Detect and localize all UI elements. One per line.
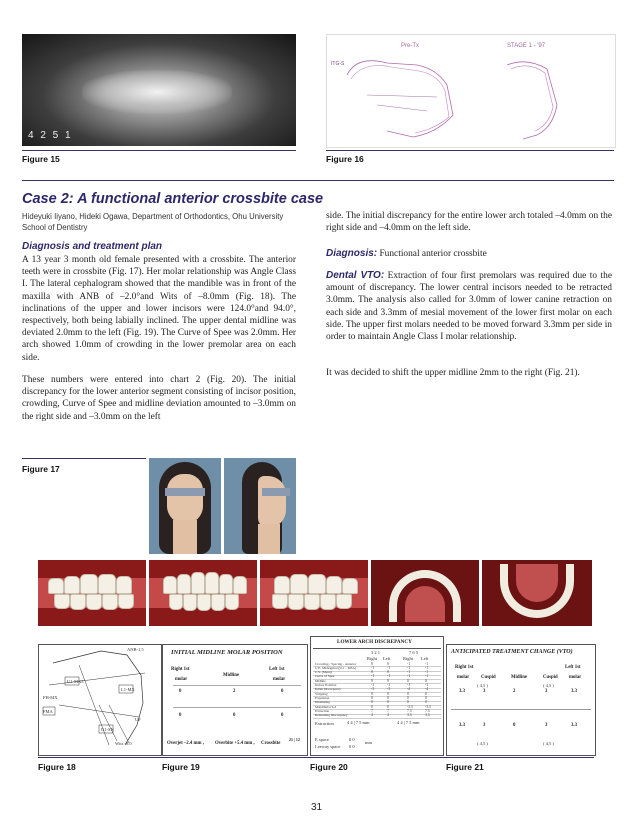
fig20-cell: 7 xyxy=(387,708,389,713)
fig20-cell: -1 xyxy=(387,665,390,670)
fig19-r1-left: 0 xyxy=(281,689,284,694)
fig20-row-label: Midline xyxy=(315,678,326,683)
fig19-title: INITIAL MIDLINE MOLAR POSITION xyxy=(171,649,283,656)
diagnosis-label: Diagnosis: xyxy=(326,248,378,259)
title-rule xyxy=(22,180,614,181)
fig21-upper-val: 3 xyxy=(545,689,548,694)
fig20-cell: -1 xyxy=(425,670,428,675)
fig20-cell: -3.3 xyxy=(407,704,413,709)
fig20-cell: 0 xyxy=(387,670,389,675)
fig20-head-1: Right xyxy=(367,656,378,661)
fig20-ext-left: 4 4 | 7 5 mm xyxy=(397,720,420,725)
diagnosis-line xyxy=(326,248,612,259)
fig18-ceph-analysis xyxy=(38,644,162,756)
fig20-cell: 0 xyxy=(387,661,389,666)
fig20-leeway-val: 0 0 xyxy=(349,744,355,749)
fig21-lower-val: 0 xyxy=(513,723,516,728)
figure-17-caption: Figure 17 xyxy=(22,464,60,474)
fig20-space-val: 0 0 xyxy=(349,737,355,742)
fig20-cell: -1 xyxy=(407,670,410,675)
fig19-r2-right: 0 xyxy=(179,713,182,718)
face-photo-profile xyxy=(224,458,296,554)
fig20-cell: 0 xyxy=(425,700,427,705)
fig21-col-head: molar xyxy=(569,675,582,680)
fig20-extraction-label: Extraction xyxy=(315,721,334,726)
fig20-cell: -1 xyxy=(425,674,428,679)
occlusal-photo-upper xyxy=(371,560,479,626)
fig20-head-4: Left xyxy=(421,656,429,661)
fig20-cell: -1 xyxy=(425,665,428,670)
fig20-cell: 0 xyxy=(371,700,373,705)
fig19-midline-molar xyxy=(162,644,308,756)
fig21-lower-val: 3 xyxy=(545,723,548,728)
fig17-rule xyxy=(22,458,146,459)
fig20-row-label: Expansion xyxy=(315,695,330,700)
fig21-lower-val: 3 xyxy=(483,723,486,728)
vto-paragraph xyxy=(326,270,612,343)
fig20-row-label: Distalizing xyxy=(315,700,330,705)
paragraph-2: These numbers were entered into chart 2 (Fig. 20). The initial discrepancy for the lower anterior segment consisting of incisor position, crowding, Curve of Spee and midline deviation amounted to –3.0mm on the right side and –3.0mm on the left xyxy=(22,375,296,422)
occlusal-photo-lower xyxy=(482,560,592,626)
tracing-small-label: ITG-S xyxy=(331,61,345,67)
fig20-cell: 0 xyxy=(387,691,389,696)
figure-21-caption: Figure 21 xyxy=(446,762,484,772)
fig20-row-label: Initial Discrepancy xyxy=(315,687,341,692)
fig20-cell: 4 xyxy=(387,713,389,718)
fig20-cell: 0 xyxy=(371,678,373,683)
fig20-cell: -1 xyxy=(371,674,374,679)
fig19-r2-mid: 0 xyxy=(233,713,236,718)
fig20-cell: 0 xyxy=(387,695,389,700)
fig21-vto xyxy=(446,644,596,756)
fig20-cell: -1 xyxy=(407,665,410,670)
bottom-rule xyxy=(38,757,594,758)
heading-diagnosis-plan: Diagnosis and treatment plan xyxy=(22,241,163,252)
fig20-cell: -1 xyxy=(387,674,390,679)
fig20-cell: -1 xyxy=(407,683,410,687)
fig20-title: LOWER ARCH DISCREPANCY xyxy=(337,639,412,645)
figure-15-caption: Figure 15 xyxy=(22,154,60,164)
fig20-cell: 0 xyxy=(371,661,373,666)
paragraph-4: It was decided to shift the upper midline 2mm to the right (Fig. 21). xyxy=(326,368,580,378)
fig20-leeway-label: Leeway space xyxy=(315,744,341,749)
xray-number: 4 2 5 1 xyxy=(28,130,73,141)
fig21-columns xyxy=(451,675,591,735)
paragraph-1: A 13 year 3 month old female presented with a crossbite. The anterior teeth were in crossbite (Fig. 17). Her molar relationship was Angle Class I. The lateral cephalogram showed that the mandible was in front of the maxilla with ANB of –2.0°and Wits of –8.0mm (Fig. 18). The inclinations of the upper and lower incisors were 124.0°and 94.0°, respectively, both being labially inclined. The upper dental midline was deviated 2.0mm to the left (Fig. 19). The Curve of Spee was 2.0mm. Her arch showed 1.0mm of crowding in the lower premolar area on each side. xyxy=(22,255,296,363)
fig19-molar-left: molar xyxy=(273,677,286,682)
figure-18-caption: Figure 18 xyxy=(38,762,76,772)
fig20-cell: -1 xyxy=(425,683,428,687)
fig20-group-2: 7 6 5 xyxy=(409,650,418,655)
ceph-label-l1mx: L1-MX xyxy=(121,687,135,692)
fig21-tag-top-left: ( 4,5 ) xyxy=(477,683,488,688)
fig20-cell: 7.3 xyxy=(425,708,430,713)
fig21-upper-val: 3 xyxy=(483,689,486,694)
intraoral-photo-left xyxy=(260,560,368,626)
panoramic-xray xyxy=(22,34,296,146)
fig20-cell: -1 xyxy=(371,683,374,687)
page-number: 31 xyxy=(311,802,323,813)
diagnosis-text: Functional anterior crossbite xyxy=(377,249,487,259)
fig20-cell: 0 xyxy=(407,695,409,700)
fig20-ext-right: 4 4 | 7 5 mm xyxy=(347,720,370,725)
fig20-cell: 0 xyxy=(387,704,389,709)
ceph-tracing xyxy=(326,34,616,148)
fig20-cell: 0 xyxy=(371,670,373,675)
fig20-cell: 0 xyxy=(387,700,389,705)
xray-teeth xyxy=(82,70,232,114)
tracing-label-right: STAGE 1 - '97 xyxy=(507,43,546,49)
article-school: School of Dentistry xyxy=(22,223,88,232)
ceph-label-u1mx3: U1-MX3 xyxy=(67,679,84,684)
fig20-mm: mm xyxy=(365,740,373,745)
fig20-lower-arch xyxy=(310,636,444,756)
fig19-r2-left: 0 xyxy=(281,713,284,718)
fig21-lower-val: 3.3 xyxy=(571,723,577,728)
fig20-row-label: Stripping xyxy=(315,691,328,696)
fig19-overjet: Overjet –2.4 mm , xyxy=(167,741,204,746)
vto-text: Extraction of four first premolars was required due to the amount of discrepancy. The lower central incisors needed to be retracted 3.0mm. The analysis also called for 3.0mm of lower canine retraction on each side and 3.3mm of mesial movement of the lower first molar on each side. The upper first molars needed to be moved forward 3.3mm per side in order to maintain Angle Class I molar relationship. xyxy=(326,271,612,343)
fig20-row-label: Crowding / Spacing - Anterior xyxy=(315,661,357,666)
paragraph-3: side. The initial discrepancy for the entire lower arch totaled –4.0mm on the right side and –4.0mm on the left side. xyxy=(326,211,612,234)
fig21-col-head: molar xyxy=(457,675,470,680)
fig21-divider xyxy=(451,709,591,710)
vto-label: Dental VTO: xyxy=(326,270,385,281)
tracing-label-left: Pre-Tx xyxy=(401,43,419,49)
fig20-cell: 0 xyxy=(407,678,409,683)
ceph-label-fma: FMA xyxy=(43,709,53,714)
intraoral-photo-right xyxy=(38,560,146,626)
fig21-tag-bottom-right: ( 4,5 ) xyxy=(543,741,554,746)
fig20-row-label: Extraction xyxy=(315,708,330,713)
fig20-cell: 0 xyxy=(371,704,373,709)
fig20-cell: -1 xyxy=(387,683,390,687)
fig21-left: Left 1st xyxy=(565,665,581,670)
fig19-r1-right: 0 xyxy=(179,689,182,694)
fig21-upper-val: 3.3 xyxy=(459,689,465,694)
fig20-row-label: Remaining Discrepancy xyxy=(315,713,348,718)
fig19-midline: Midline xyxy=(223,673,239,678)
fig20-row-label: Curve of Spee xyxy=(315,674,335,679)
article-title: Case 2: A functional anterior crossbite case xyxy=(22,191,324,207)
fig19-left: Left 1st xyxy=(269,667,285,672)
fig19-right: Right 1st xyxy=(171,667,190,672)
fig20-cell: 7.3 xyxy=(407,708,412,713)
ceph-label-wits: Wits -8.0 xyxy=(115,741,132,746)
fig19-crossbite: Crossbite xyxy=(261,741,281,746)
ceph-label-anb: ANB-1.5 xyxy=(127,647,144,652)
fig21-title: ANTICIPATED TREATMENT CHANGE (VTO) xyxy=(451,649,573,655)
fig16-rule xyxy=(326,150,614,151)
fig20-cell: 0 xyxy=(407,700,409,705)
fig21-col-head: Cuspid xyxy=(481,675,496,680)
fig20-cell: 0 xyxy=(425,695,427,700)
figure-16-caption: Figure 16 xyxy=(326,154,364,164)
fig20-cell: 0 xyxy=(371,691,373,696)
intraoral-photo-front xyxy=(149,560,257,626)
fig20-row-label: U.E. Midsagittal (U-1 - MSA) xyxy=(315,665,357,670)
fig21-col-head: Cuspid xyxy=(543,675,558,680)
fig20-head-2: Left xyxy=(383,656,391,661)
fig20-head-3: Right xyxy=(403,656,414,661)
face-photo-front xyxy=(149,458,221,554)
fig21-right: Right 1st xyxy=(455,665,474,670)
fig20-cell: 0 xyxy=(425,691,427,696)
fig21-tag-bottom-left: ( 4,5 ) xyxy=(477,741,488,746)
fig21-upper-val: 2 xyxy=(513,689,516,694)
fig19-fraction: 21 | 12 xyxy=(289,737,300,742)
fig20-cell: 4 xyxy=(371,713,373,718)
fig21-col-head: Midline xyxy=(511,675,527,680)
fig21-lower-val: 3.3 xyxy=(459,723,465,728)
fig20-space-label: E space xyxy=(315,737,329,742)
fig20-row-label: Incisor Position xyxy=(315,683,337,687)
fig20-cell: 0 xyxy=(371,695,373,700)
fig20-cell: -4 xyxy=(425,687,428,692)
fig20-cell: -3 xyxy=(371,687,374,692)
figure-19-caption: Figure 19 xyxy=(162,762,200,772)
fig20-row-label: C.S. (Mean) xyxy=(315,670,332,675)
ceph-label-u1sn: U1-SN xyxy=(101,727,114,732)
ceph-label-uf: UF xyxy=(135,717,141,722)
fig20-cell: -3.3 xyxy=(425,704,431,709)
fig20-group-1: 3 2 1 xyxy=(371,650,380,655)
ceph-outline xyxy=(39,645,161,755)
fig19-r1-mid: 2 xyxy=(233,689,236,694)
fig20-cell: -1 xyxy=(425,661,428,666)
fig20-cell: 3.3 xyxy=(425,713,430,718)
fig20-cell: 7 xyxy=(371,708,373,713)
fig21-tag-top-right: ( 4,5 ) xyxy=(543,683,554,688)
fig20-cell: 3.3 xyxy=(407,713,412,718)
fig20-row-label: Mandibular 6-# xyxy=(315,704,337,709)
fig20-cell: -4 xyxy=(407,687,410,692)
fig15-rule xyxy=(22,150,296,151)
fig19-overbite: Overbite +5.4 mm , xyxy=(215,741,255,746)
fig20-cell: -1 xyxy=(407,674,410,679)
fig20-cell: 0 xyxy=(407,691,409,696)
tracing-lines xyxy=(327,35,615,147)
fig20-cell: -3 xyxy=(387,687,390,692)
ceph-label-fhmx: FH-MX xyxy=(43,695,58,700)
fig20-cell: -1 xyxy=(371,665,374,670)
fig20-row xyxy=(313,714,441,719)
fig21-upper-val: 3.3 xyxy=(571,689,577,694)
article-authors: Hideyuki Iiyano, Hideki Ogawa, Department of Orthodontics, Ohu University xyxy=(22,212,284,221)
fig19-molar-right: molar xyxy=(175,677,188,682)
fig20-cell: 0 xyxy=(425,678,427,683)
fig20-cell: 0 xyxy=(387,678,389,683)
figure-20-caption: Figure 20 xyxy=(310,762,348,772)
fig20-cell: -1 xyxy=(407,661,410,666)
